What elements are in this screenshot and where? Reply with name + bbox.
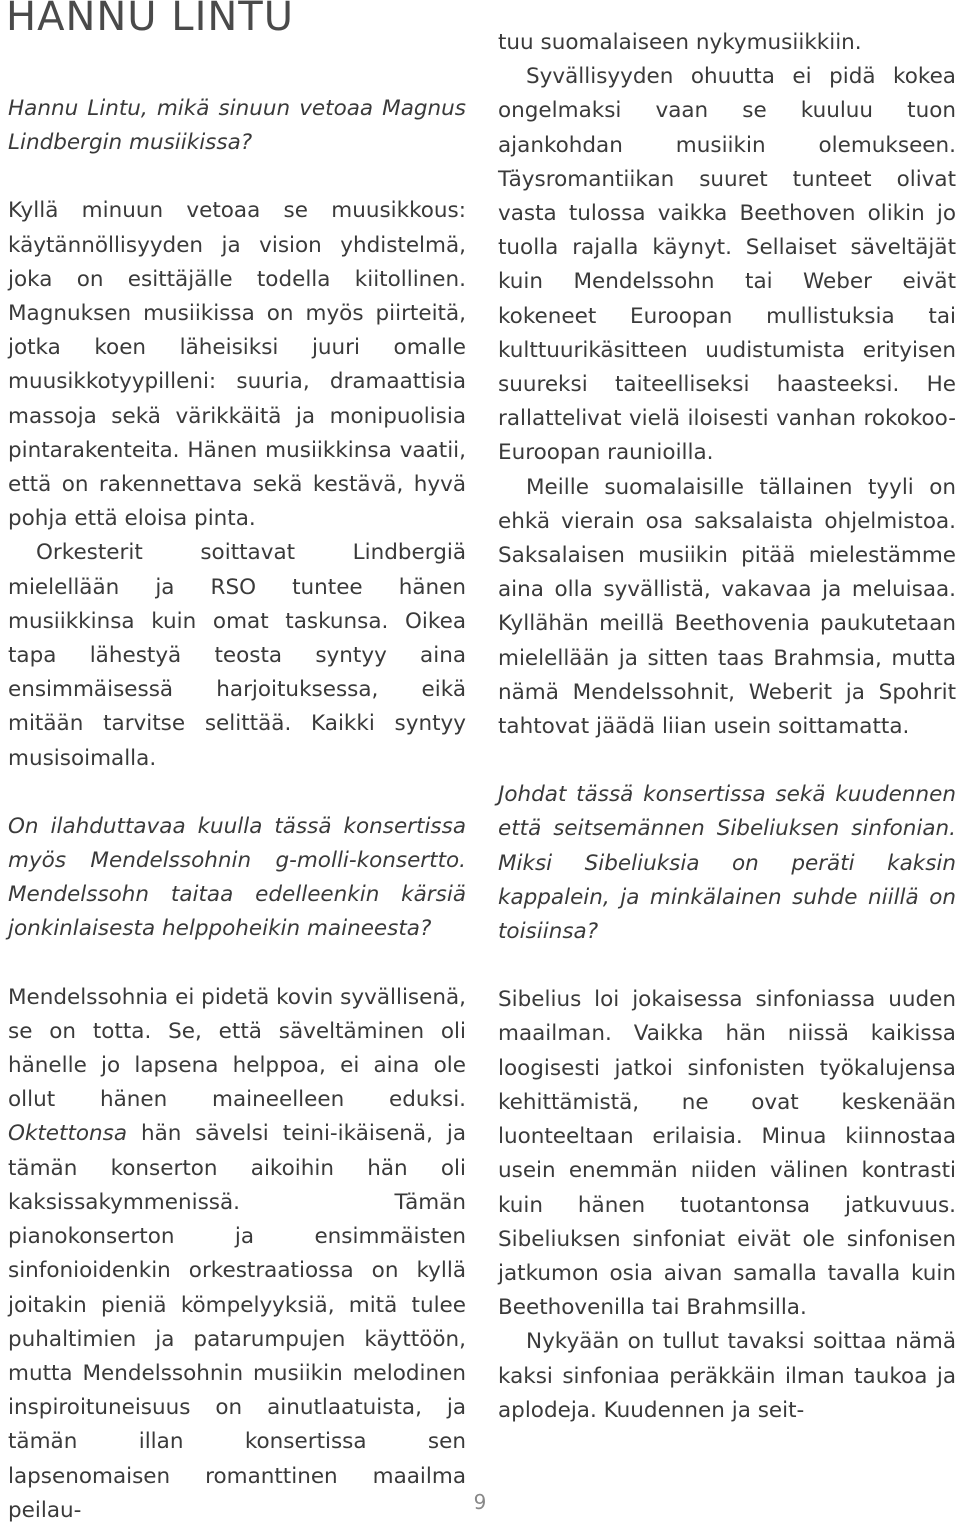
answer-1-paragraph-1: Kyllä minuun vetoaa se muusikkous: käytännöllisyyden ja vision yhdistelmä, joka on esittäjälle todella kiitollinen. Magnuksen musiikissa on myös piirteitä, jotka koen läheisiksi juuri omalle muusikkotyypilleni: suuria, dramaattisia massoja sekä värikkäitä ja monipuolisia pintarakenteita. Hänen musiikkinsa vaatii, että on rakennettava sekä kestävä, hyvä pohja että eloisa pinta. [8, 198, 466, 532]
answer-3-paragraph-1: Sibelius loi jokaisessa sinfoniassa uuden maailman. Vaikka hän niissä kaikissa loogisesti jatkoi sinfonisten työkalujensa kehittämistä, ne ovat keskenään luonteeltaan erilaisia. Minua kiinnostaa usein enemmän niiden välinen kontrasti kuin hänen tuotantonsa jatkuvuus. Sibeliuksen sinfoniat eivät ole sinfonisen jatkumon osia aivan samalla tavalla kuin Beethovenilla tai Brahmsilla. [498, 987, 956, 1321]
answer-2-paragraph-1 [8, 981, 466, 1528]
answer-3-paragraph-2: Nykyään on tullut tavaksi soittaa nämä kaksi sinfoniaa peräkkäin ilman taukoa ja aplodeja. Kuudennen ja seit- [498, 1329, 956, 1423]
answer-2-continuation: tuu suomalaiseen nykymusiikkiin. [498, 30, 862, 55]
answer-2-italic-work-title: Oktettonsa [8, 1121, 128, 1147]
interview-question-3: Johdat tässä konsertissa sekä kuudennen että seitsemännen Sibeliuksen sinfonian. Miksi Sibeliuksia on peräti kaksin kappalein, ja minkälainen suhde niillä on toisiinsa? [498, 782, 956, 945]
interview-question-1: Hannu Lintu, mikä sinuun vetoaa Magnus Lindbergin musiikissa? [8, 96, 466, 156]
interview-question-2: On ilahduttavaa kuulla tässä konsertissa myös Mendelssohnin g-molli-konsertto. Mendelssohn taitaa edelleenkin kärsiä jonkinlaisesta helppoheikin maineesta? [8, 813, 466, 942]
answer-2-text-start: Mendelssohnia ei pidetä kovin syvällisenä, se on totta. Se, että säveltäminen oli hänelle jo lapsena helppoa, ei aina ole ollut hänen maineelleen eduksi. [8, 984, 466, 1113]
page-number: 9 [473, 1490, 487, 1514]
spacer [8, 776, 466, 810]
spacer [498, 949, 956, 983]
right-column [498, 26, 956, 1428]
answer-2-paragraph-2: Syvällisyyden ohuutta ei pidä kokea ongelmaksi vaan se kuuluu tuon ajankohdan musiikin olemukseen. Täysromantiikan suuret tunteet olivat vasta tulossa vaikka Beethoven olikin jo tuolla rajalla käynyt. Sellaiset säveltäjät kuin Mendelssohn tai Weber eivät kokeneet Euroopan mullistuksia tai kulttuurikäsitteen uudistumista erityisen suureksi taiteelliseksi haasteeksi. He rallattelivat vielä iloisesti vanhan rokokoo-Euroopan raunioilla. [498, 64, 956, 466]
spacer [498, 744, 956, 778]
spacer [8, 160, 466, 194]
left-column [8, 0, 466, 1528]
answer-2-paragraph-3: Meille suomalaisille tällainen tyyli on ehkä vierain osa saksalaista ohjelmistoa. Saksalaisen musiikin pitää mielestämme aina olla syvällistä, vakavaa ja meluisaa. Kyllähän meillä Beethovenia paukutetaan mielellään ja sitten taas Brahmsia, mutta nämä Mendelssohnit, Weberit ja Spohrit tahtovat jäädä liian usein soittamatta. [498, 474, 956, 740]
page-title: HANNU LINTU [6, 0, 294, 40]
spacer [8, 947, 466, 981]
answer-1-paragraph-2: Orkesterit soittavat Lindbergiä mielellään ja RSO tuntee hänen musiikkinsa kuin omat taskunsa. Oikea tapa lähestyä teosta syntyy aina ensimmäisessä harjoituksessa, eikä mitään tarvitse selittää. Kaikki syntyy musisoimalla. [8, 540, 466, 771]
answer-2-text-rest: hän sävelsi teini-ikäisenä, ja tämän konserton aikoihin hän oli kaksissakymmenissä. Tämän pianokonserton ja ensimmäisten sinfonioidenkin orkestraatiossa on kyllä joitakin pieniä kömpelyyksiä, mitä tulee puhaltimien ja patarumpujen käyttöön, mutta Mendelssohnin musiikin melodinen inspiroituneisuus on ainutlaatuista, ja tämän illan konsertissa sen lapsenomaisen romanttinen maailma peilau- [8, 1121, 466, 1523]
